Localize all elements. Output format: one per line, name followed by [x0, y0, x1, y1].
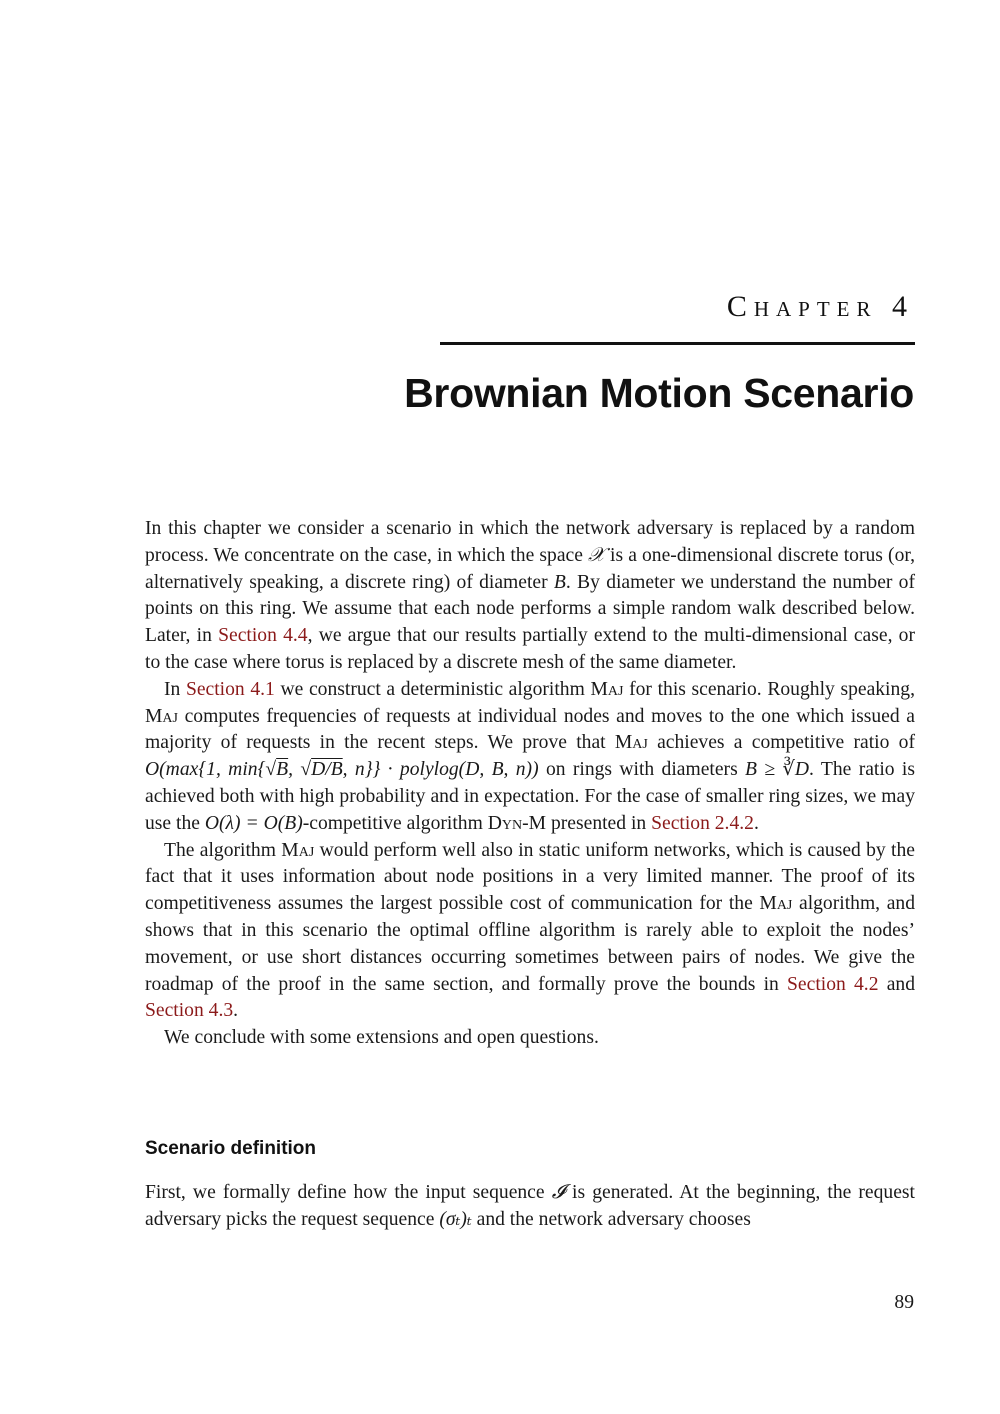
paragraph-5 — [145, 1180, 915, 1234]
section-link-4-4[interactable]: Section 4.4 — [218, 625, 308, 647]
section-heading: Scenario definition — [145, 1138, 317, 1159]
formula-part: , √ — [288, 759, 312, 781]
text-run: is a one-dimensional discrete torus (or, alternatively speaking, a discrete ring) of diameter — [145, 544, 915, 593]
text-run: In this chapter we consider a scenario in which the network adversary is replaced by a random process. We concentrate on the case, in which the space — [145, 518, 915, 566]
request-sequence-symbol: (σₜ)ₜ — [439, 1208, 472, 1230]
text-run: is generated. At the beginning, the request adversary picks the request sequence — [145, 1182, 915, 1230]
text-run: would perform well also in static uniform networks, which is caused by the fact that it uses information about node positions in a very limited manner. The proof of its competitiveness assumes the largest possible cost of communication for the — [145, 839, 915, 915]
input-symbol: 𝓘 — [551, 1182, 565, 1203]
text-run: algorithm, and shows that in this scenario the optimal offline algorithm is rarely able to exploit the nodes’ movement, or use short distances occurring sometimes between pairs of nodes. We give the roadmap of the proof in the same section, and formally prove the bounds in — [145, 893, 915, 995]
text-run: and the network adversary chooses — [471, 1208, 751, 1230]
intro-body — [145, 516, 915, 1052]
text-run: computes frequencies of requests at individual nodes and moves to the one which issued a majority of requests in the recent steps. We prove that — [145, 705, 915, 754]
chapter-label: Chapter 4 — [726, 290, 914, 323]
text-run: and — [878, 973, 915, 995]
text-run: we construct a deterministic algorithm — [274, 678, 591, 700]
algorithm-name: Dyn-M — [487, 812, 547, 834]
text-run: . — [753, 812, 759, 834]
section-link-4-1[interactable]: Section 4.1 — [185, 678, 275, 700]
algorithm-name: Maj — [145, 705, 178, 727]
algorithm-name: Maj — [614, 732, 648, 754]
algorithm-name: Maj — [759, 893, 793, 915]
chapter-rule — [440, 342, 915, 345]
o-lambda-formula: O(λ) = O(B) — [204, 812, 303, 834]
space-symbol: 𝒳 — [588, 544, 605, 566]
text-run: . By diameter we understand the number of points on this ring. We assume that each node performs a simple random walk described below. Later, in — [145, 571, 915, 647]
text-run: achieves a competitive ratio of — [647, 732, 915, 754]
algorithm-name: Maj — [281, 839, 315, 861]
text-run: -competitive algorithm — [302, 812, 488, 834]
formula-part: B — [276, 759, 289, 781]
text-run: . — [233, 1000, 239, 1022]
competitive-ratio-formula — [145, 759, 539, 780]
section-link-4-3[interactable]: Section 4.3 — [145, 1000, 234, 1022]
paragraph-4: We conclude with some extensions and open questions. — [164, 1027, 599, 1049]
formula-part: , n}} · polylog(D, B, n)) — [342, 759, 539, 781]
scenario-body — [145, 1180, 915, 1234]
text-run: . The ratio is achieved both with high probability and in expectation. For the case of smaller ring sizes, we may use the — [145, 759, 915, 834]
diameter-condition: B ≥ ∛D — [745, 759, 810, 781]
page-number: 89 — [894, 1292, 914, 1313]
diameter-symbol: B — [553, 571, 566, 593]
text-run: , we argue that our results partially extend to the multi-dimensional case, or to the case where torus is replaced by a discrete mesh of the same diameter. — [145, 625, 915, 673]
text-run: First, we formally define how the input sequence — [145, 1182, 552, 1203]
text-run: for this scenario. Roughly speaking, — [623, 678, 915, 700]
formula-part: D/B — [311, 759, 343, 781]
text-run: on rings with diameters — [538, 759, 746, 781]
text-run: The algorithm — [164, 839, 282, 861]
paragraph-2 — [145, 677, 915, 838]
section-link-4-2[interactable]: Section 4.2 — [787, 973, 879, 995]
formula-part: O(max{1, min{√ — [145, 759, 277, 781]
paragraph-1 — [145, 516, 915, 677]
text-run: In — [164, 678, 186, 700]
section-link-2-4-2[interactable]: Section 2.4.2 — [651, 812, 754, 834]
chapter-title: Brownian Motion Scenario — [404, 370, 914, 416]
paragraph-3 — [145, 838, 915, 1026]
algorithm-name: Maj — [590, 678, 624, 700]
text-run: presented in — [546, 812, 652, 834]
